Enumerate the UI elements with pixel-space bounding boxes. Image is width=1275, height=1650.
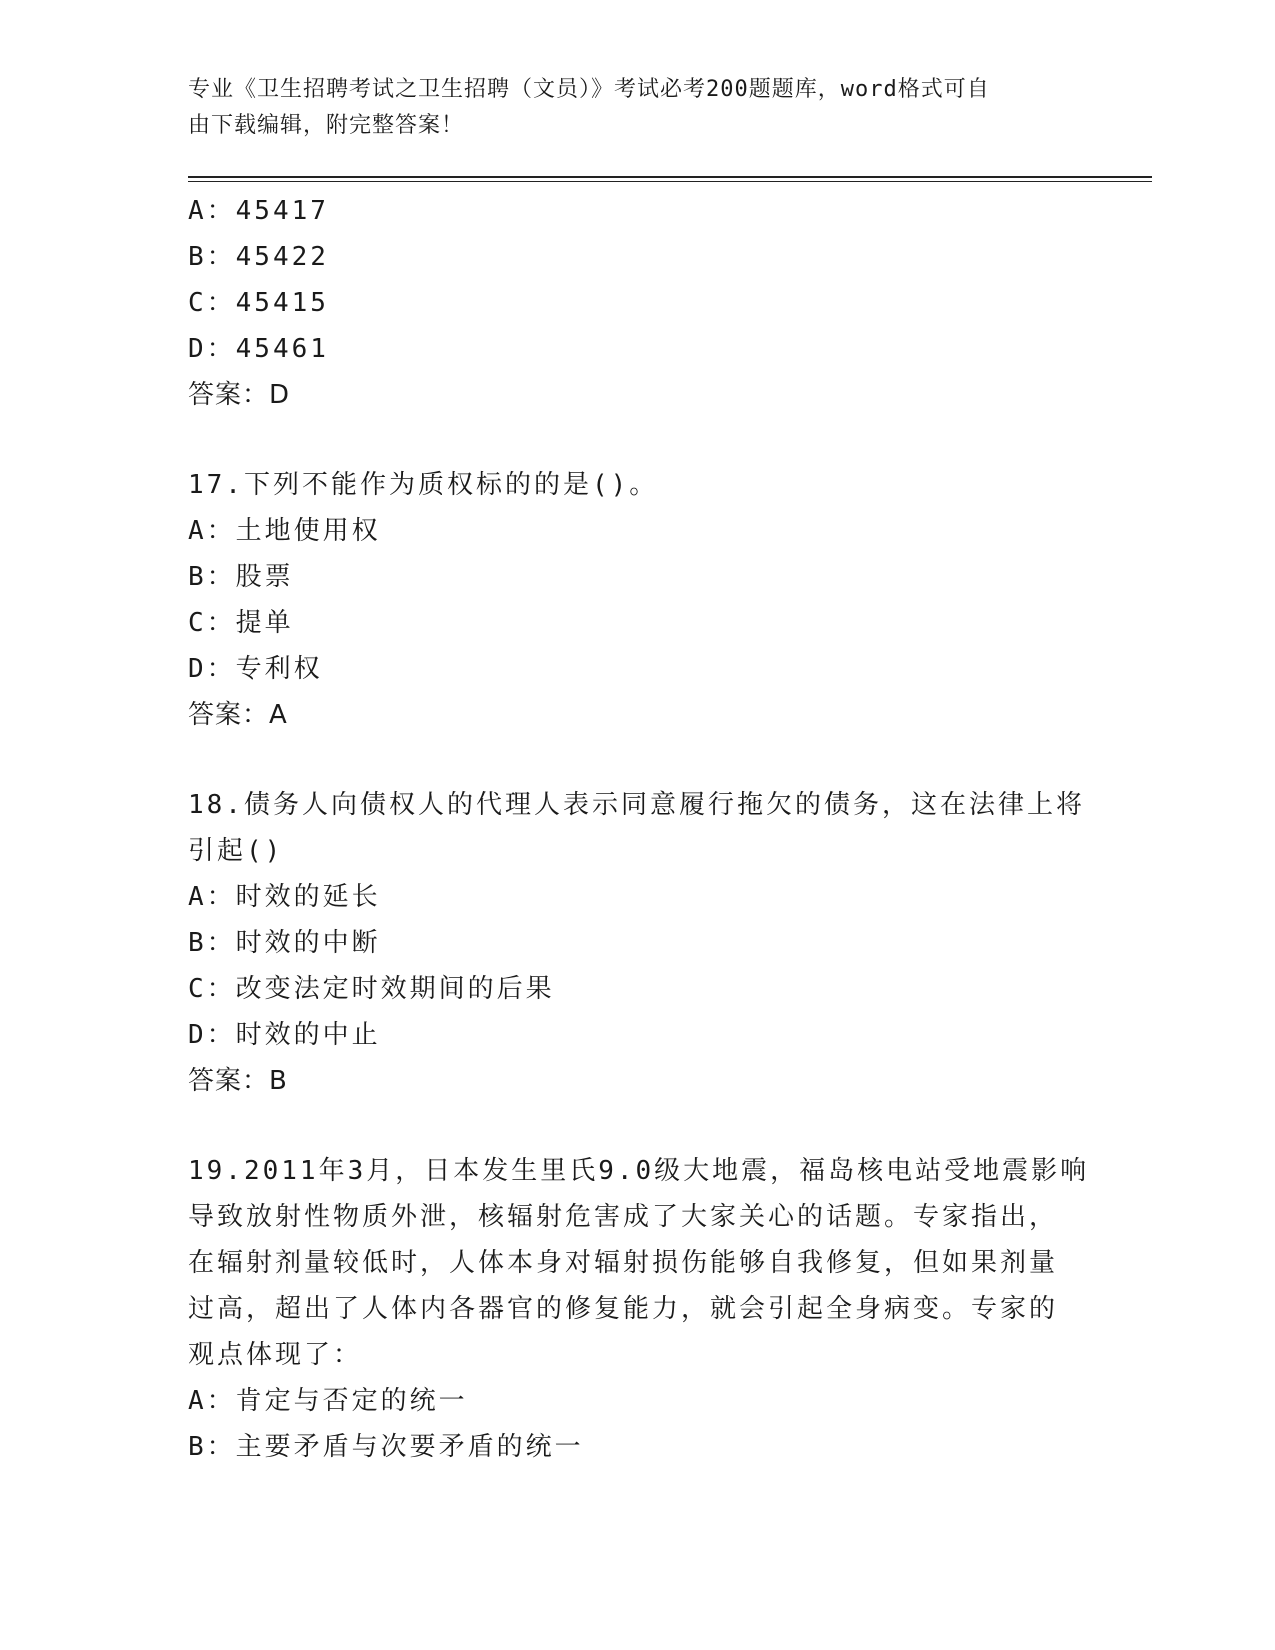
option-a: A：45417	[188, 196, 329, 226]
answer-line: 答案：D	[188, 380, 291, 410]
document-body	[188, 188, 1088, 1470]
option-d: D：专利权	[188, 654, 323, 684]
header-line-1: 专业《卫生招聘考试之卫生招聘（文员）》考试必考200题题库，word格式可自	[188, 77, 990, 102]
document-header	[188, 72, 1088, 144]
question-block-16	[188, 188, 1088, 418]
answer-line: 答案：A	[188, 700, 288, 730]
question-stem: 17.下列不能作为质权标的的是()。	[188, 470, 659, 500]
option-a: A：时效的延长	[188, 882, 381, 912]
question-stem-cont: 在辐射剂量较低时，人体本身对辐射损伤能够自我修复，但如果剂量	[188, 1248, 1059, 1278]
question-stem-cont: 引起()	[188, 836, 284, 866]
question-stem-cont: 过高，超出了人体内各器官的修复能力，就会引起全身病变。专家的	[188, 1294, 1059, 1324]
question-block-19	[188, 1148, 1088, 1470]
option-b: B：45422	[188, 242, 329, 272]
question-stem-cont: 观点体现了：	[188, 1340, 363, 1370]
option-c: C：45415	[188, 288, 329, 318]
spacer	[188, 738, 1088, 782]
option-c: C：提单	[188, 608, 294, 638]
option-a: A：肯定与否定的统一	[188, 1386, 468, 1416]
question-block-17	[188, 462, 1088, 738]
header-rule-thin	[188, 181, 1152, 182]
question-stem: 18.债务人向债权人的代理人表示同意履行拖欠的债务，这在法律上将	[188, 790, 1085, 820]
option-b: B：股票	[188, 562, 294, 592]
spacer	[188, 1104, 1088, 1148]
option-d: D：时效的中止	[188, 1020, 381, 1050]
option-b: B：主要矛盾与次要矛盾的统一	[188, 1432, 584, 1462]
option-c: C：改变法定时效期间的后果	[188, 974, 555, 1004]
option-b: B：时效的中断	[188, 928, 381, 958]
question-block-18	[188, 782, 1088, 1104]
header-line-2: 由下载编辑，附完整答案！	[188, 113, 465, 138]
spacer	[188, 418, 1088, 462]
answer-line: 答案：B	[188, 1066, 288, 1096]
option-a: A：土地使用权	[188, 516, 381, 546]
option-d: D：45461	[188, 334, 329, 364]
question-stem-cont: 导致放射性物质外泄，核辐射危害成了大家关心的话题。专家指出，	[188, 1202, 1059, 1232]
question-stem: 19.2011年3月，日本发生里氏9.0级大地震，福岛核电站受地震影响	[188, 1156, 1090, 1186]
header-rule-thick	[188, 176, 1152, 178]
